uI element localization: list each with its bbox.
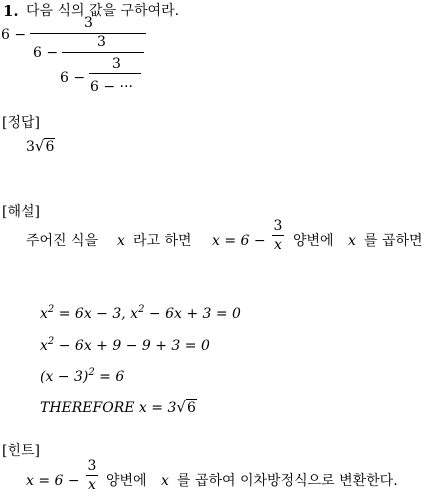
eq4-a: THEREFORE x = 3: [40, 400, 177, 416]
hint-frac-bar: [86, 475, 98, 476]
eq1-c: − 6x + 3 = 0: [144, 306, 241, 322]
eq3-b: = 6: [94, 369, 125, 385]
hint-text-b: 를 곱하여 이차방정식으로 변환한다.: [177, 473, 398, 489]
explanation-eq-lhs: x = 6 −: [212, 233, 266, 249]
cf-level3-denominator: 6 − ···: [90, 79, 133, 95]
hint-fraction: [86, 459, 98, 492]
cf-level2-prefix: 6 −: [33, 45, 59, 61]
eq2-a: x: [40, 338, 48, 354]
cf-bar-3: [89, 73, 141, 74]
cf-level3-numerator: 3: [112, 56, 121, 72]
problem-text: 다음 식의 값을 구하여라.: [26, 3, 180, 19]
answer-coef: 3: [26, 139, 35, 155]
eq1-exp2: 2: [138, 304, 145, 315]
explanation-eq4: [40, 400, 197, 415]
answer-radicand: 6: [45, 139, 55, 155]
hint-eq-lhs: x = 6 −: [26, 473, 80, 489]
explanation-frac-num: 3: [273, 218, 283, 234]
eq3-exp: 2: [88, 367, 95, 378]
eq1-exp: 2: [47, 304, 55, 315]
cf-level3-prefix: 6 −: [60, 70, 86, 86]
eq4-sqrt-symbol: √6: [176, 398, 196, 416]
explanation-text-c: 양변에: [293, 233, 334, 249]
answer-value: [26, 139, 55, 154]
hint-var-x: x: [161, 473, 169, 489]
eq3-a: (x − 3): [40, 369, 89, 385]
eq4-radicand: 6: [186, 400, 196, 416]
cf-bar-1: [30, 33, 146, 34]
hint-heading: [힌트]: [2, 443, 40, 459]
cf-numerator: 3: [84, 15, 93, 31]
explanation-eq3: [40, 367, 125, 385]
cf-prefix: 6 −: [1, 27, 27, 43]
answer-heading: [정답]: [2, 115, 40, 131]
sqrt-symbol: √6: [34, 137, 55, 155]
explanation-heading: [해설]: [2, 204, 40, 220]
eq2-b: − 6x + 9 − 9 + 3 = 0: [54, 338, 210, 354]
eq1-a: x: [40, 306, 48, 322]
hint-frac-num: 3: [87, 458, 97, 474]
eq2-exp: 2: [47, 336, 55, 347]
explanation-text-d: 를 곱하면: [364, 233, 423, 249]
cf-level2-numerator: 3: [97, 34, 106, 50]
problem-number: 1.: [3, 2, 19, 20]
hint-frac-den: x: [88, 477, 96, 493]
explanation-eq2: [40, 336, 210, 354]
eq1-b: = 6x − 3, x: [54, 306, 139, 322]
explanation-frac-den: x: [274, 237, 282, 253]
explanation-text-a: 주어진 식을: [26, 233, 99, 249]
explanation-fraction: [272, 219, 284, 252]
hint-text-a: 양변에: [106, 473, 147, 489]
explanation-frac-bar: [272, 235, 284, 236]
cf-bar-2: [62, 52, 144, 53]
explanation-eq1: [40, 304, 241, 322]
explanation-text-b: 라고 하면: [133, 233, 192, 249]
explanation-var-x-2: x: [348, 233, 356, 249]
explanation-var-x: x: [117, 233, 125, 249]
